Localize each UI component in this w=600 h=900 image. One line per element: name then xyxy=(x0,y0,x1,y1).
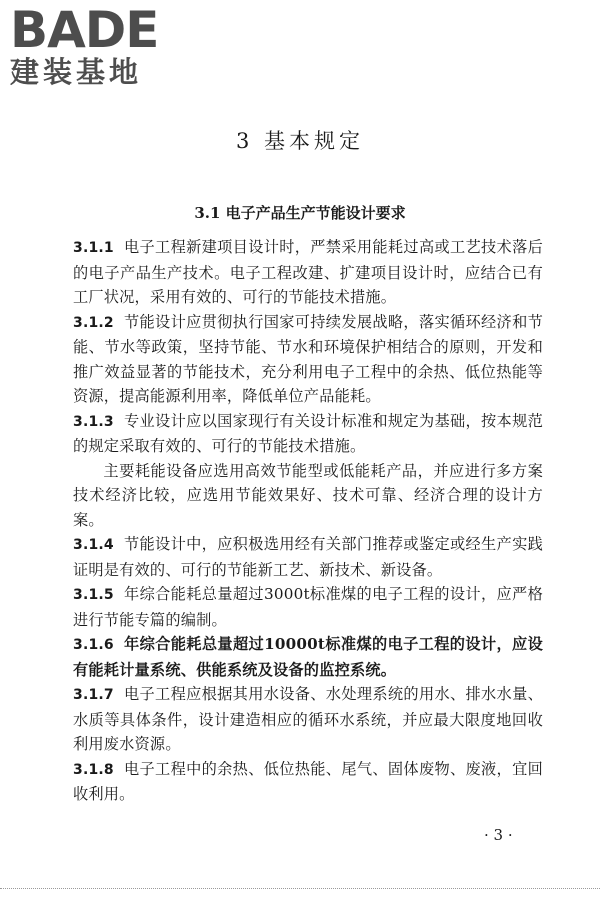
clause-number: 3.1.2 xyxy=(73,314,114,331)
clause-text: 电子工程应根据其用水设备、水处理系统的用水、排水水量、水质等具体条件，设计建造相应的循环水系统，并应最大限度地回收利用废水资源。 xyxy=(73,685,543,753)
clause-text: 年综合能耗总量超过10000t标准煤的电子工程的设计，应设有能耗计量系统、供能系统及设备的监控系统。 xyxy=(73,635,543,679)
clause-text: 专业设计应以国家现行有关设计标准和规定为基础，按本规范的规定采取有效的、可行的节能技术措施。 xyxy=(73,411,543,455)
clause-3-1-4 xyxy=(73,532,543,582)
clause-text: 节能设计应贯彻执行国家可持续发展战略，落实循环经济和节能、节水等政策，坚持节能、节水和环境保护相结合的原则，开发和推广效益显著的节能技术，充分利用电子工程中的余热、低位热能等资源，提高能源利用率，降低单位产品能耗。 xyxy=(73,312,543,405)
clause-number: 3.1.3 xyxy=(73,413,114,430)
clause-3-1-3-continued xyxy=(73,459,543,533)
clause-text: 节能设计中，应积极选用经有关部门推荐或鉴定或经生产实践证明是有效的、可行的节能新工艺、新技术、新设备。 xyxy=(73,535,543,579)
clause-3-1-5 xyxy=(73,582,543,632)
clause-number: 3.1.1 xyxy=(73,240,114,256)
clause-3-1-6 xyxy=(73,632,543,682)
bottom-divider xyxy=(0,888,600,889)
clause-3-1-2 xyxy=(73,310,543,409)
section-title: 3.1 电子产品生产节能设计要求 xyxy=(194,204,406,222)
logo-subtitle: 建装基地 xyxy=(10,55,143,89)
clause-number: 3.1.4 xyxy=(73,537,114,553)
clause-list xyxy=(73,235,543,807)
clause-text: 电子工程中的余热、低位热能、尾气、固体废物、废液，宜回收利用。 xyxy=(73,759,543,803)
brand-logo xyxy=(10,1,159,89)
clause-number: 3.1.7 xyxy=(73,687,114,703)
clause-3-1-8 xyxy=(73,757,543,807)
clause-text: 电子工程新建项目设计时，严禁采用能耗过高或工艺技术落后的电子产品生产技术。电子工程改建、扩建项目设计时，应结合已有工厂状况，采用有效的、可行的节能技术措施。 xyxy=(73,238,543,306)
logo-brand-text: BADE xyxy=(10,1,159,59)
page-number: · 3 · xyxy=(484,826,513,844)
clause-number: 3.1.6 xyxy=(73,637,114,653)
clause-3-1-7 xyxy=(73,682,543,757)
clause-3-1-1 xyxy=(73,235,543,310)
chapter-title: 3 基本规定 xyxy=(235,129,365,153)
clause-number: 3.1.5 xyxy=(73,587,114,603)
clause-3-1-3 xyxy=(73,409,543,459)
clause-text: 主要耗能设备应选用高效节能型或低能耗产品，并应进行多方案技术经济比较，应选用节能效果好、技术可靠、经济合理的设计方案。 xyxy=(73,461,543,529)
clause-text: 年综合能耗总量超过3000t标准煤的电子工程的设计，应严格进行节能专篇的编制。 xyxy=(73,585,543,629)
clause-number: 3.1.8 xyxy=(73,761,114,778)
